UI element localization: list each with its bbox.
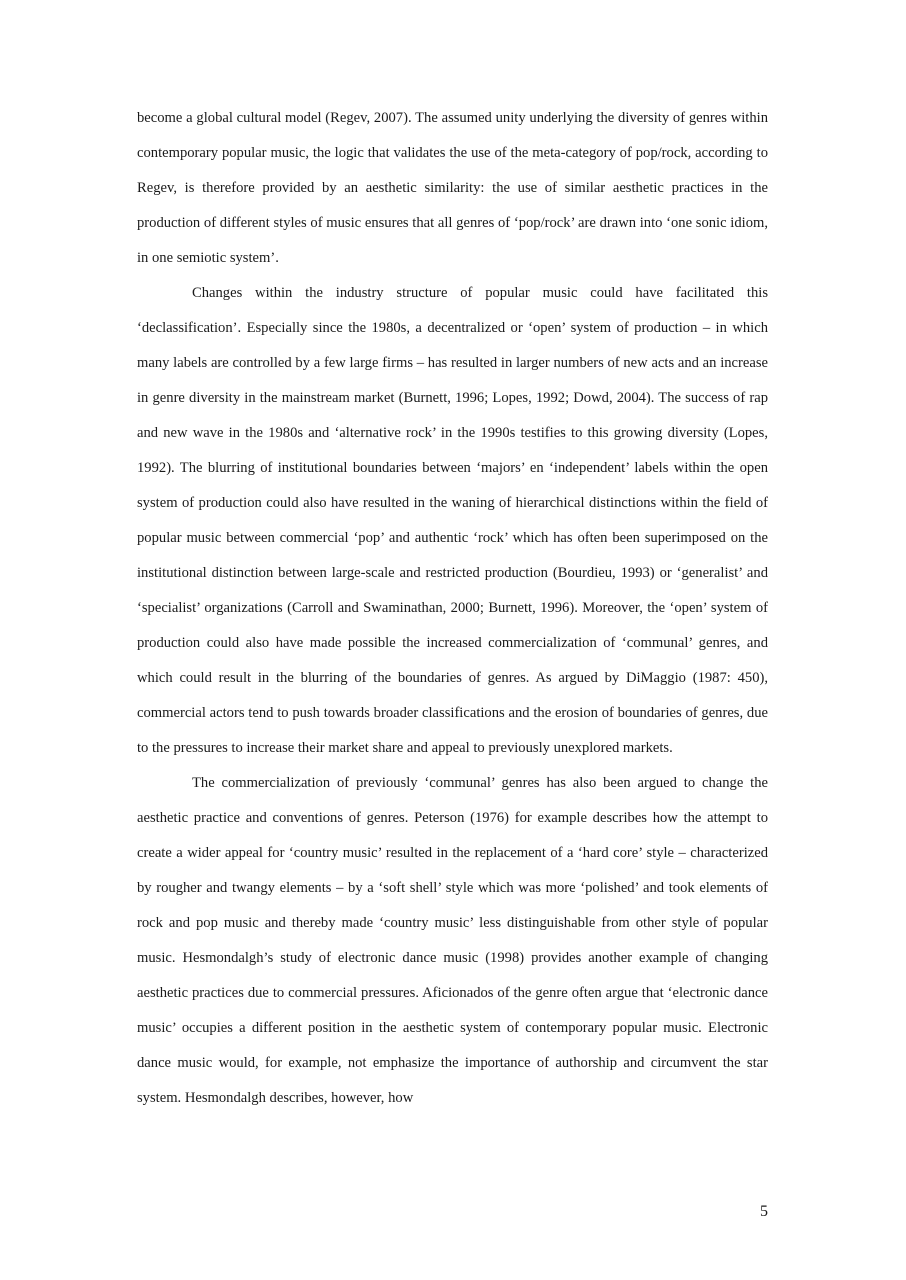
- paragraph-commercialization: The commercialization of previously ‘communal’ genres has also been argued to change the aesthetic practice and conventions of genres. Peterson (1976) for example describes how the attempt to create a wider appeal for ‘country music’ resulted in the replacement of a ‘hard core’ style – characterized by rougher and twangy elements – by a ‘soft shell’ style which was more ‘polished’ and took elements of rock and pop music and thereby made ‘country music’ less distinguishable from other style of popular music. Hesmondalgh’s study of electronic dance music (1998) provides another example of changing aesthetic practices due to commercial pressures. Aficionados of the genre often argue that ‘electronic dance music’ occupies a different position in the aesthetic system of contemporary popular music. Electronic dance music would, for example, not emphasize the importance of authorship and circumvent the star system. Hesmondalgh describes, however, how: [137, 775, 768, 1106]
- page-body: [137, 101, 768, 1116]
- paragraph-regev: become a global cultural model (Regev, 2007). The assumed unity underlying the diversity of genres within contemporary popular music, the logic that validates the use of the meta-category of pop/rock, according to Regev, is therefore provided by an aesthetic similarity: the use of similar aesthetic practices in the production of different styles of music ensures that all genres of ‘pop/rock’ are drawn into ‘one sonic idiom, in one semiotic system’.: [137, 110, 768, 266]
- paragraph-industry-structure: Changes within the industry structure of popular music could have facilitated this ‘declassification’. Especially since the 1980s, a decentralized or ‘open’ system of production – in which many labels are controlled by a few large firms – has resulted in larger numbers of new acts and an increase in genre diversity in the mainstream market (Burnett, 1996; Lopes, 1992; Dowd, 2004). The success of rap and new wave in the 1980s and ‘alternative rock’ in the 1990s testifies to this growing diversity (Lopes, 1992). The blurring of institutional boundaries between ‘majors’ en ‘independent’ labels within the open system of production could also have resulted in the waning of hierarchical distinctions within the field of popular music between commercial ‘pop’ and authentic ‘rock’ which has often been superimposed on the institutional distinction between large-scale and restricted production (Bourdieu, 1993) or ‘generalist’ and ‘specialist’ organizations (Carroll and Swaminathan, 2000; Burnett, 1996). Moreover, the ‘open’ system of production could also have made possible the increased commercialization of ‘communal’ genres, and which could result in the blurring of the boundaries of genres. As argued by DiMaggio (1987: 450), commercial actors tend to push towards broader classifications and the erosion of boundaries of genres, due to the pressures to increase their market share and appeal to previously unexplored markets.: [137, 285, 768, 756]
- page-number: 5: [760, 1203, 768, 1220]
